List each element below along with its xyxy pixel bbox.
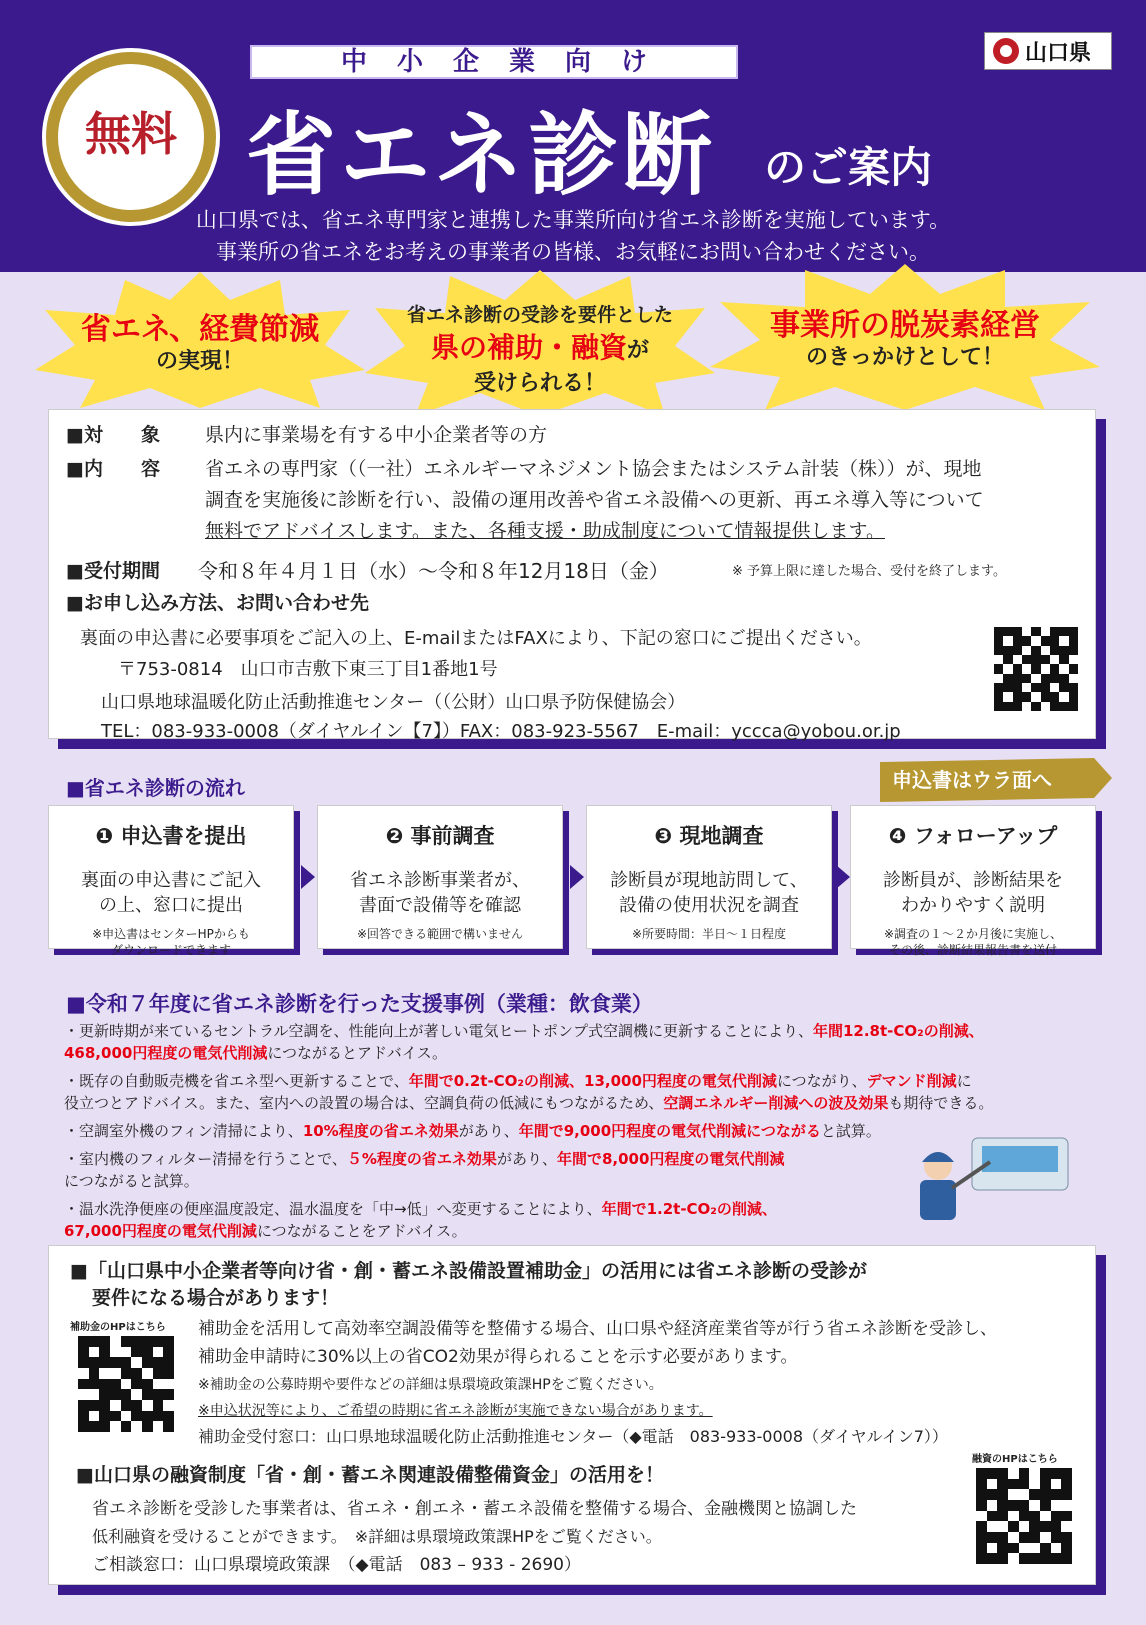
step-2-title: ❷ 事前調査 xyxy=(385,824,495,848)
period-text: 令和８年４月１日（水）～令和８年12月18日（金） xyxy=(198,559,669,583)
step-4-body-2: わかりやすく説明 xyxy=(901,895,1045,916)
burst-2-sub: 受けられる！ xyxy=(473,371,606,396)
subsidy-heading-1: ■「山口県中小企業者等向け省・創・蓄エネ設備設置補助金」の活用には省エネ診断の受診が xyxy=(70,1260,867,1282)
case-2-line-1: ・既存の自動販売機を省エネ型へ更新することで、年間で0.2t-CO₂の削減、13,000円程度の電気代削減につながり、デマンド削減に xyxy=(64,1072,972,1090)
flow-step-2 xyxy=(317,805,563,949)
flow-step-3 xyxy=(586,805,832,949)
burst-2-main-line xyxy=(360,326,720,366)
step-4-note-2: その後、診断結果報告書を送付 xyxy=(888,943,1057,957)
loan-text-1: 省エネ診断を受診した事業者は、省エネ・創エネ・蓄エネ設備を整備する場合、金融機関と協調した xyxy=(92,1499,857,1519)
case-4-line-1: ・室内機のフィルター清掃を行うことで、５%程度の省エネ効果があり、年間で8,000円程度の電気代削減 xyxy=(64,1150,785,1168)
step-3-body-1: 診断員が現地訪問して、 xyxy=(610,870,808,891)
case-1-line-1: ・更新時期が来ているセントラル空調を、性能向上が著しい電気ヒートポンプ式空調機に更新することにより、年間12.8t-CO₂の削減、 xyxy=(64,1022,984,1040)
case-5-line-1: ・温水洗浄便座の便座温度設定、温水温度を「中→低」へ変更することにより、年間で1.2t-CO₂の削減、 xyxy=(64,1200,777,1218)
arrow-3-icon xyxy=(836,865,850,889)
burst-3-sub: のきっかけとして！ xyxy=(805,345,1004,370)
free-badge-text: 無料 xyxy=(58,64,204,210)
burst-2-main: 県の補助・融資 xyxy=(430,331,627,364)
qr-code-loan[interactable] xyxy=(976,1468,1072,1564)
prefecture-emblem-icon xyxy=(993,38,1019,64)
page-title-suffix: のご案内 xyxy=(764,143,933,192)
intro-line-1: 山口県では、省エネ専門家と連携した事業所向け省エネ診断を実施しています。 xyxy=(195,208,951,232)
step-4-title: ❹ フォローアップ xyxy=(888,824,1058,848)
flow-tag[interactable]: 申込書はウラ面へ xyxy=(892,768,1052,792)
content-line-2: 調査を実施後に診断を行い、設備の運用改善や省エネ設備への更新、再エネ導入等について xyxy=(205,489,984,511)
arrow-1-icon xyxy=(301,865,315,889)
center-name: 山口県地球温暖化防止活動推進センター（（公財）山口県予防保健協会） xyxy=(101,692,686,713)
flow-step-1 xyxy=(48,805,294,957)
content-label: ■内 容 xyxy=(66,458,160,480)
contact-text[interactable]: TEL：083-933-0008（ダイヤルイン【7】）FAX：083-923-5567 E-mail：yccca@yobou.or.jp xyxy=(101,721,901,742)
qr-code-subsidy[interactable] xyxy=(78,1336,174,1432)
subsidy-text-2: 補助金申請時に30%以上の省CO2効果が得られることを示す必要があります。 xyxy=(198,1347,798,1367)
content-line-3: 無料でアドバイスします。また、各種支援・助成制度について情報提供します。 xyxy=(205,520,886,542)
case-4-line-2: につながると試算。 xyxy=(64,1172,199,1190)
step-1-title: ❶ 申込書を提出 xyxy=(95,824,247,848)
step-1-note-1: ※申込書はセンターHPからも xyxy=(92,927,250,941)
cleaning-worker-illustration xyxy=(912,1132,1072,1222)
apply-text: 裏面の申込書に必要事項をご記入の上、E-mailまたはFAXにより、下記の窓口にご提出ください。 xyxy=(80,628,872,649)
case-2-line-2: 役立つとアドバイス。また、室内への設置の場合は、空調負荷の低減にもつながるため、空調エネルギー削減への波及効果も期待できる。 xyxy=(64,1094,994,1112)
subsidy-note-1: ※補助金の公募時期や要件などの詳細は県環境政策課HPをご覧ください。 xyxy=(198,1377,663,1393)
period-note: ※ 予算上限に達した場合、受付を終了します。 xyxy=(732,564,1006,579)
subtitle-banner: 中小企業向け xyxy=(250,45,738,79)
subsidy-qr-label: 補助金のHPはこちら xyxy=(70,1322,166,1333)
arrow-2-icon xyxy=(570,865,584,889)
step-2-body-1: 省エネ診断事業者が、 xyxy=(350,870,530,891)
address-text: 〒753-0814 山口市吉敷下東三丁目1番地1号 xyxy=(118,659,498,680)
cases-title: ■令和７年度に省エネ診断を行った支援事例（業種：飲食業） xyxy=(66,992,653,1016)
case-1-line-2: 468,000円程度の電気代削減につながるとアドバイス。 xyxy=(64,1044,448,1062)
step-1-body-2: の上、窓口に提出 xyxy=(99,895,243,916)
step-3-note-1: ※所要時間：半日～１日程度 xyxy=(631,927,787,941)
prefecture-logo xyxy=(984,32,1112,70)
step-4-body-1: 診断員が、診断結果を xyxy=(883,870,1063,891)
subsidy-note-2: ※申込状況等により、ご希望の時期に省エネ診断が実施できない場合があります。 xyxy=(198,1403,713,1419)
period-label: ■受付期間 xyxy=(66,560,160,582)
loan-contact: ご相談窓口：山口県環境政策課 （◆電話 083 – 933 - 2690） xyxy=(92,1555,581,1575)
apply-label: ■お申し込み方法、お問い合わせ先 xyxy=(66,592,369,614)
flow-title: ■省エネ診断の流れ xyxy=(66,776,245,800)
step-1-body-1: 裏面の申込書にご記入 xyxy=(81,870,261,891)
loan-text-2: 低利融資を受けることができます。 ※詳細は県環境政策課HPをご覧ください。 xyxy=(92,1527,662,1546)
case-3-line: ・空調室外機のフィン清掃により、10%程度の省エネ効果があり、年間で9,000円程度の電気代削減につながると試算。 xyxy=(64,1122,881,1140)
loan-heading: ■山口県の融資制度「省・創・蓄エネ関連設備整備資金」の活用を！ xyxy=(76,1464,664,1486)
burst-1-sub: の実現！ xyxy=(155,349,244,374)
burst-2-pre: 省エネ診断の受診を要件とした xyxy=(406,304,673,326)
burst-2-main-tail: が xyxy=(627,338,650,363)
step-3-title: ❸ 現地調査 xyxy=(654,824,764,848)
burst-1-main: 省エネ、経費節減 xyxy=(80,312,320,347)
subsidy-window: 補助金受付窓口：山口県地球温暖化防止活動推進センター（◆電話 083-933-0008（ダイヤルイン7）） xyxy=(198,1427,948,1446)
target-label: ■対 象 xyxy=(66,424,160,446)
subsidy-heading-2: 要件になる場合があります！ xyxy=(92,1287,340,1309)
loan-qr-label: 融資のHPはこちら xyxy=(972,1454,1058,1465)
case-5-line-2: 67,000円程度の電気代削減につながることをアドバイス。 xyxy=(64,1222,467,1240)
step-3-body-2: 設備の使用状況を調査 xyxy=(619,895,799,916)
content-line-1: 省エネの専門家（（一社）エネルギーマネジメント協会またはシステム計装（株））が、現地 xyxy=(205,458,982,480)
subsidy-text-1: 補助金を活用して高効率空調設備等を整備する場合、山口県や経済産業省等が行う省エネ診断を受診し、 xyxy=(198,1319,997,1339)
step-4-note-1: ※調査の１～２か月後に実施し、 xyxy=(883,927,1063,941)
step-2-note-1: ※回答できる範囲で構いません xyxy=(356,927,524,941)
target-text: 県内に事業場を有する中小企業者等の方 xyxy=(205,424,548,446)
burst-3-main: 事業所の脱炭素経営 xyxy=(770,308,1040,343)
flow-step-4 xyxy=(850,805,1096,957)
step-2-body-2: 書面で設備等を確認 xyxy=(359,895,521,916)
intro-line-2: 事業所の省エネをお考えの事業者の皆様、お気軽にお問い合わせください。 xyxy=(216,240,930,264)
step-1-note-2: ダウンロードできます xyxy=(110,943,231,957)
qr-code-application[interactable] xyxy=(994,627,1078,711)
page-title: 省エネ診断 xyxy=(246,103,716,208)
logo-text: 山口県 xyxy=(1025,40,1092,66)
